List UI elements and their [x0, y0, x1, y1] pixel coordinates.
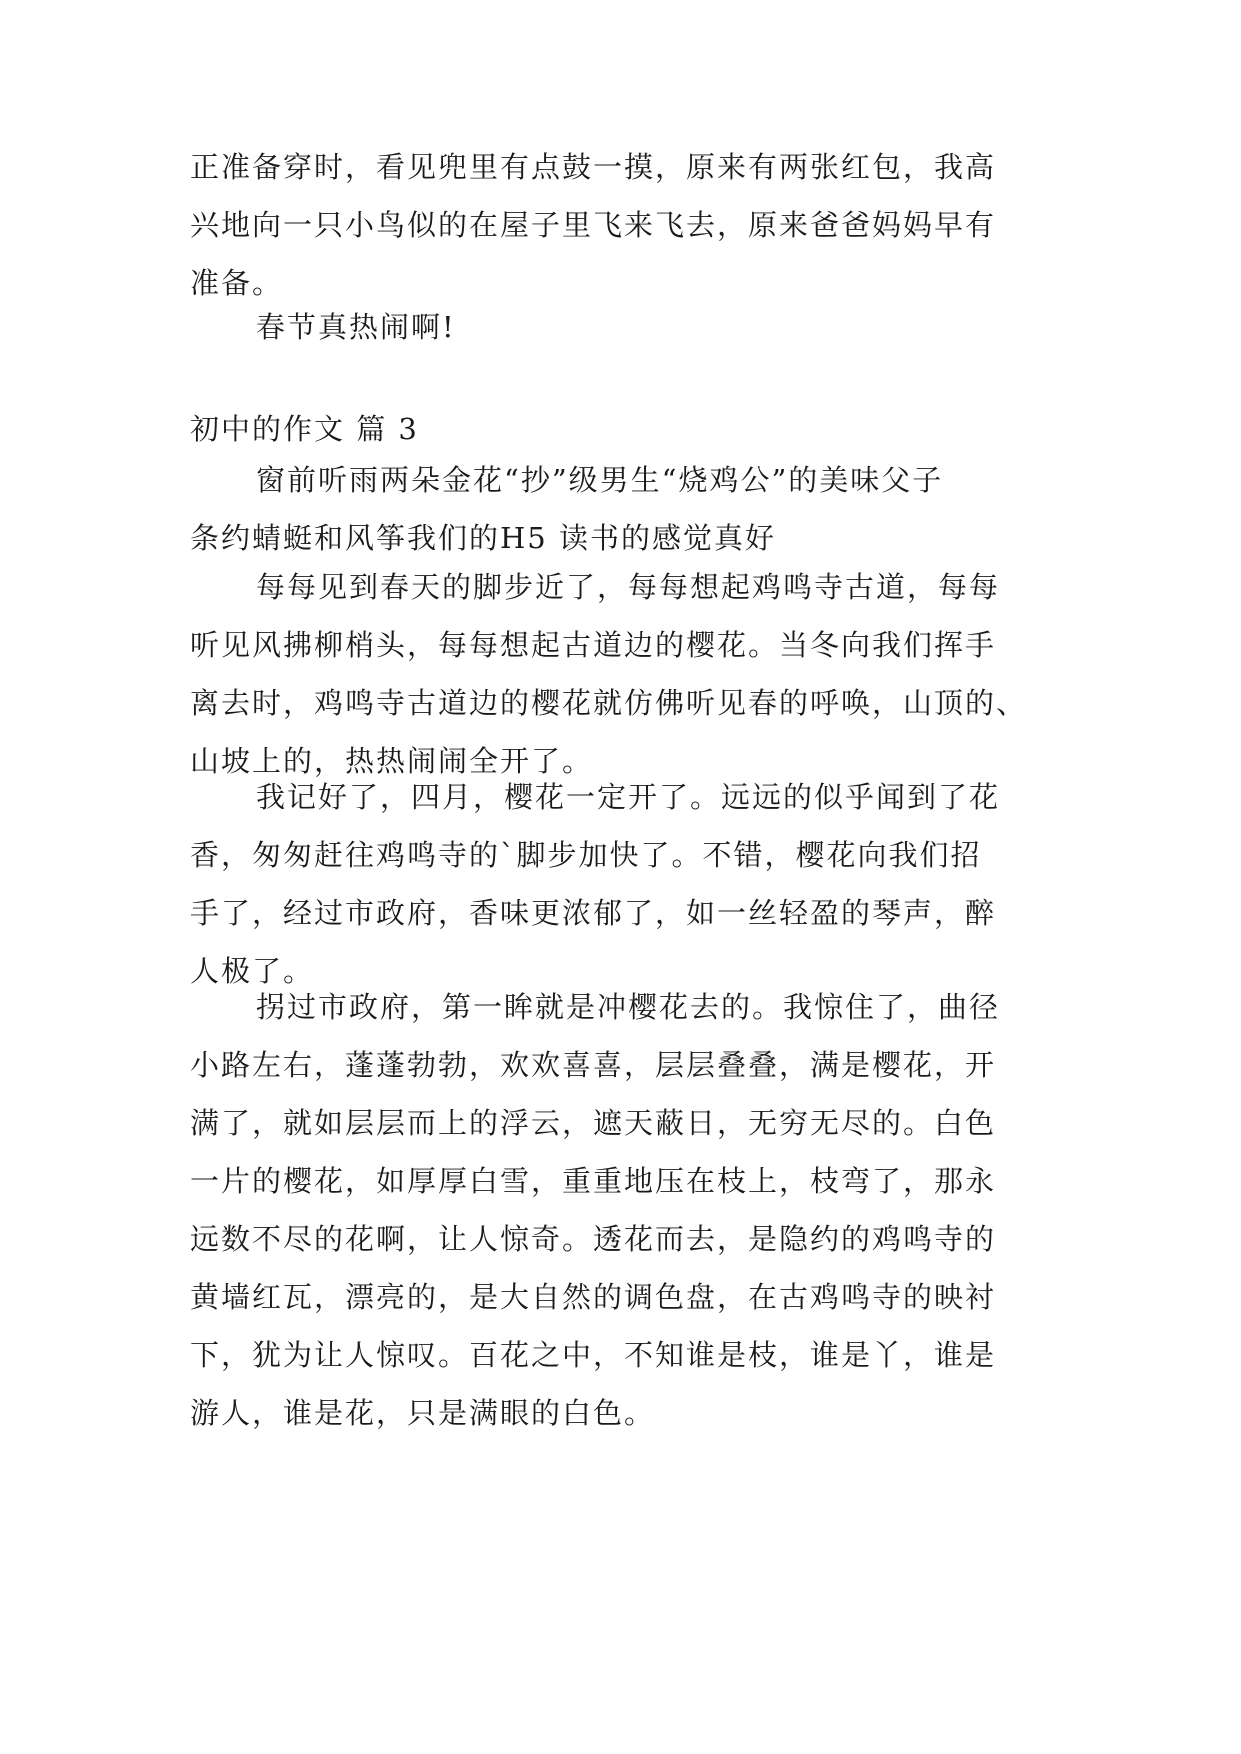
text-line: 手了，经过市政府，香味更浓郁了，如一丝轻盈的琴声，醉	[190, 896, 997, 930]
text-line: 窗前听雨两朵金花“抄”级男生“烧鸡公”的美味父子	[256, 463, 944, 497]
text-line: 人极了。	[190, 954, 315, 988]
paragraph-2	[190, 768, 1050, 1000]
section-heading: 初中的作文 篇 3	[190, 412, 419, 446]
closing-paragraph	[190, 298, 1050, 356]
paragraph-1	[190, 558, 1050, 790]
text-line: 条约蜻蜓和风筝我们的H5 读书的感觉真好	[190, 521, 776, 555]
text-line: 小路左右，蓬蓬勃勃，欢欢喜喜，层层叠叠，满是樱花，开	[190, 1048, 997, 1082]
text-line: 准备。	[190, 266, 284, 300]
text-line: 春节真热闹啊!	[256, 310, 456, 344]
titles-paragraph	[190, 451, 1050, 567]
text-line: 一片的樱花，如厚厚白雪，重重地压在枝上，枝弯了，那永	[190, 1164, 997, 1198]
text-line: 山坡上的，热热闹闹全开了。	[190, 744, 594, 778]
text-line: 黄墙红瓦，漂亮的，是大自然的调色盘，在古鸡鸣寺的映衬	[190, 1280, 997, 1314]
text-line: 听见风拂柳梢头，每每想起古道边的樱花。当冬向我们挥手	[190, 628, 997, 662]
text-line: 每每见到春天的脚步近了，每每想起鸡鸣寺古道，每每	[256, 570, 1001, 604]
text-line: 我记好了，四月，樱花一定开了。远远的似乎闻到了花	[256, 780, 1001, 814]
text-line: 兴地向一只小鸟似的在屋子里飞来飞去，原来爸爸妈妈早有	[190, 208, 997, 242]
text-line: 游人，谁是花，只是满眼的白色。	[190, 1396, 656, 1430]
text-line: 远数不尽的花啊，让人惊奇。透花而去，是隐约的鸡鸣寺的	[190, 1222, 997, 1256]
text-line: 下，犹为让人惊叹。百花之中，不知谁是枝，谁是丫，谁是	[190, 1338, 997, 1372]
paragraph-3	[190, 978, 1050, 1442]
text-line: 拐过市政府，第一眸就是冲樱花去的。我惊住了，曲径	[256, 990, 1001, 1024]
text-line: 正准备穿时，看见兜里有点鼓一摸，原来有两张红包，我高	[190, 150, 997, 184]
continuation-paragraph	[190, 138, 1050, 312]
text-line: 满了，就如层层而上的浮云，遮天蔽日，无穷无尽的。白色	[190, 1106, 997, 1140]
text-line: 香，匆匆赶往鸡鸣寺的`脚步加快了。不错，樱花向我们招	[190, 838, 982, 872]
text-line: 离去时，鸡鸣寺古道边的樱花就仿佛听见春的呼唤，山顶的、	[190, 686, 1028, 720]
